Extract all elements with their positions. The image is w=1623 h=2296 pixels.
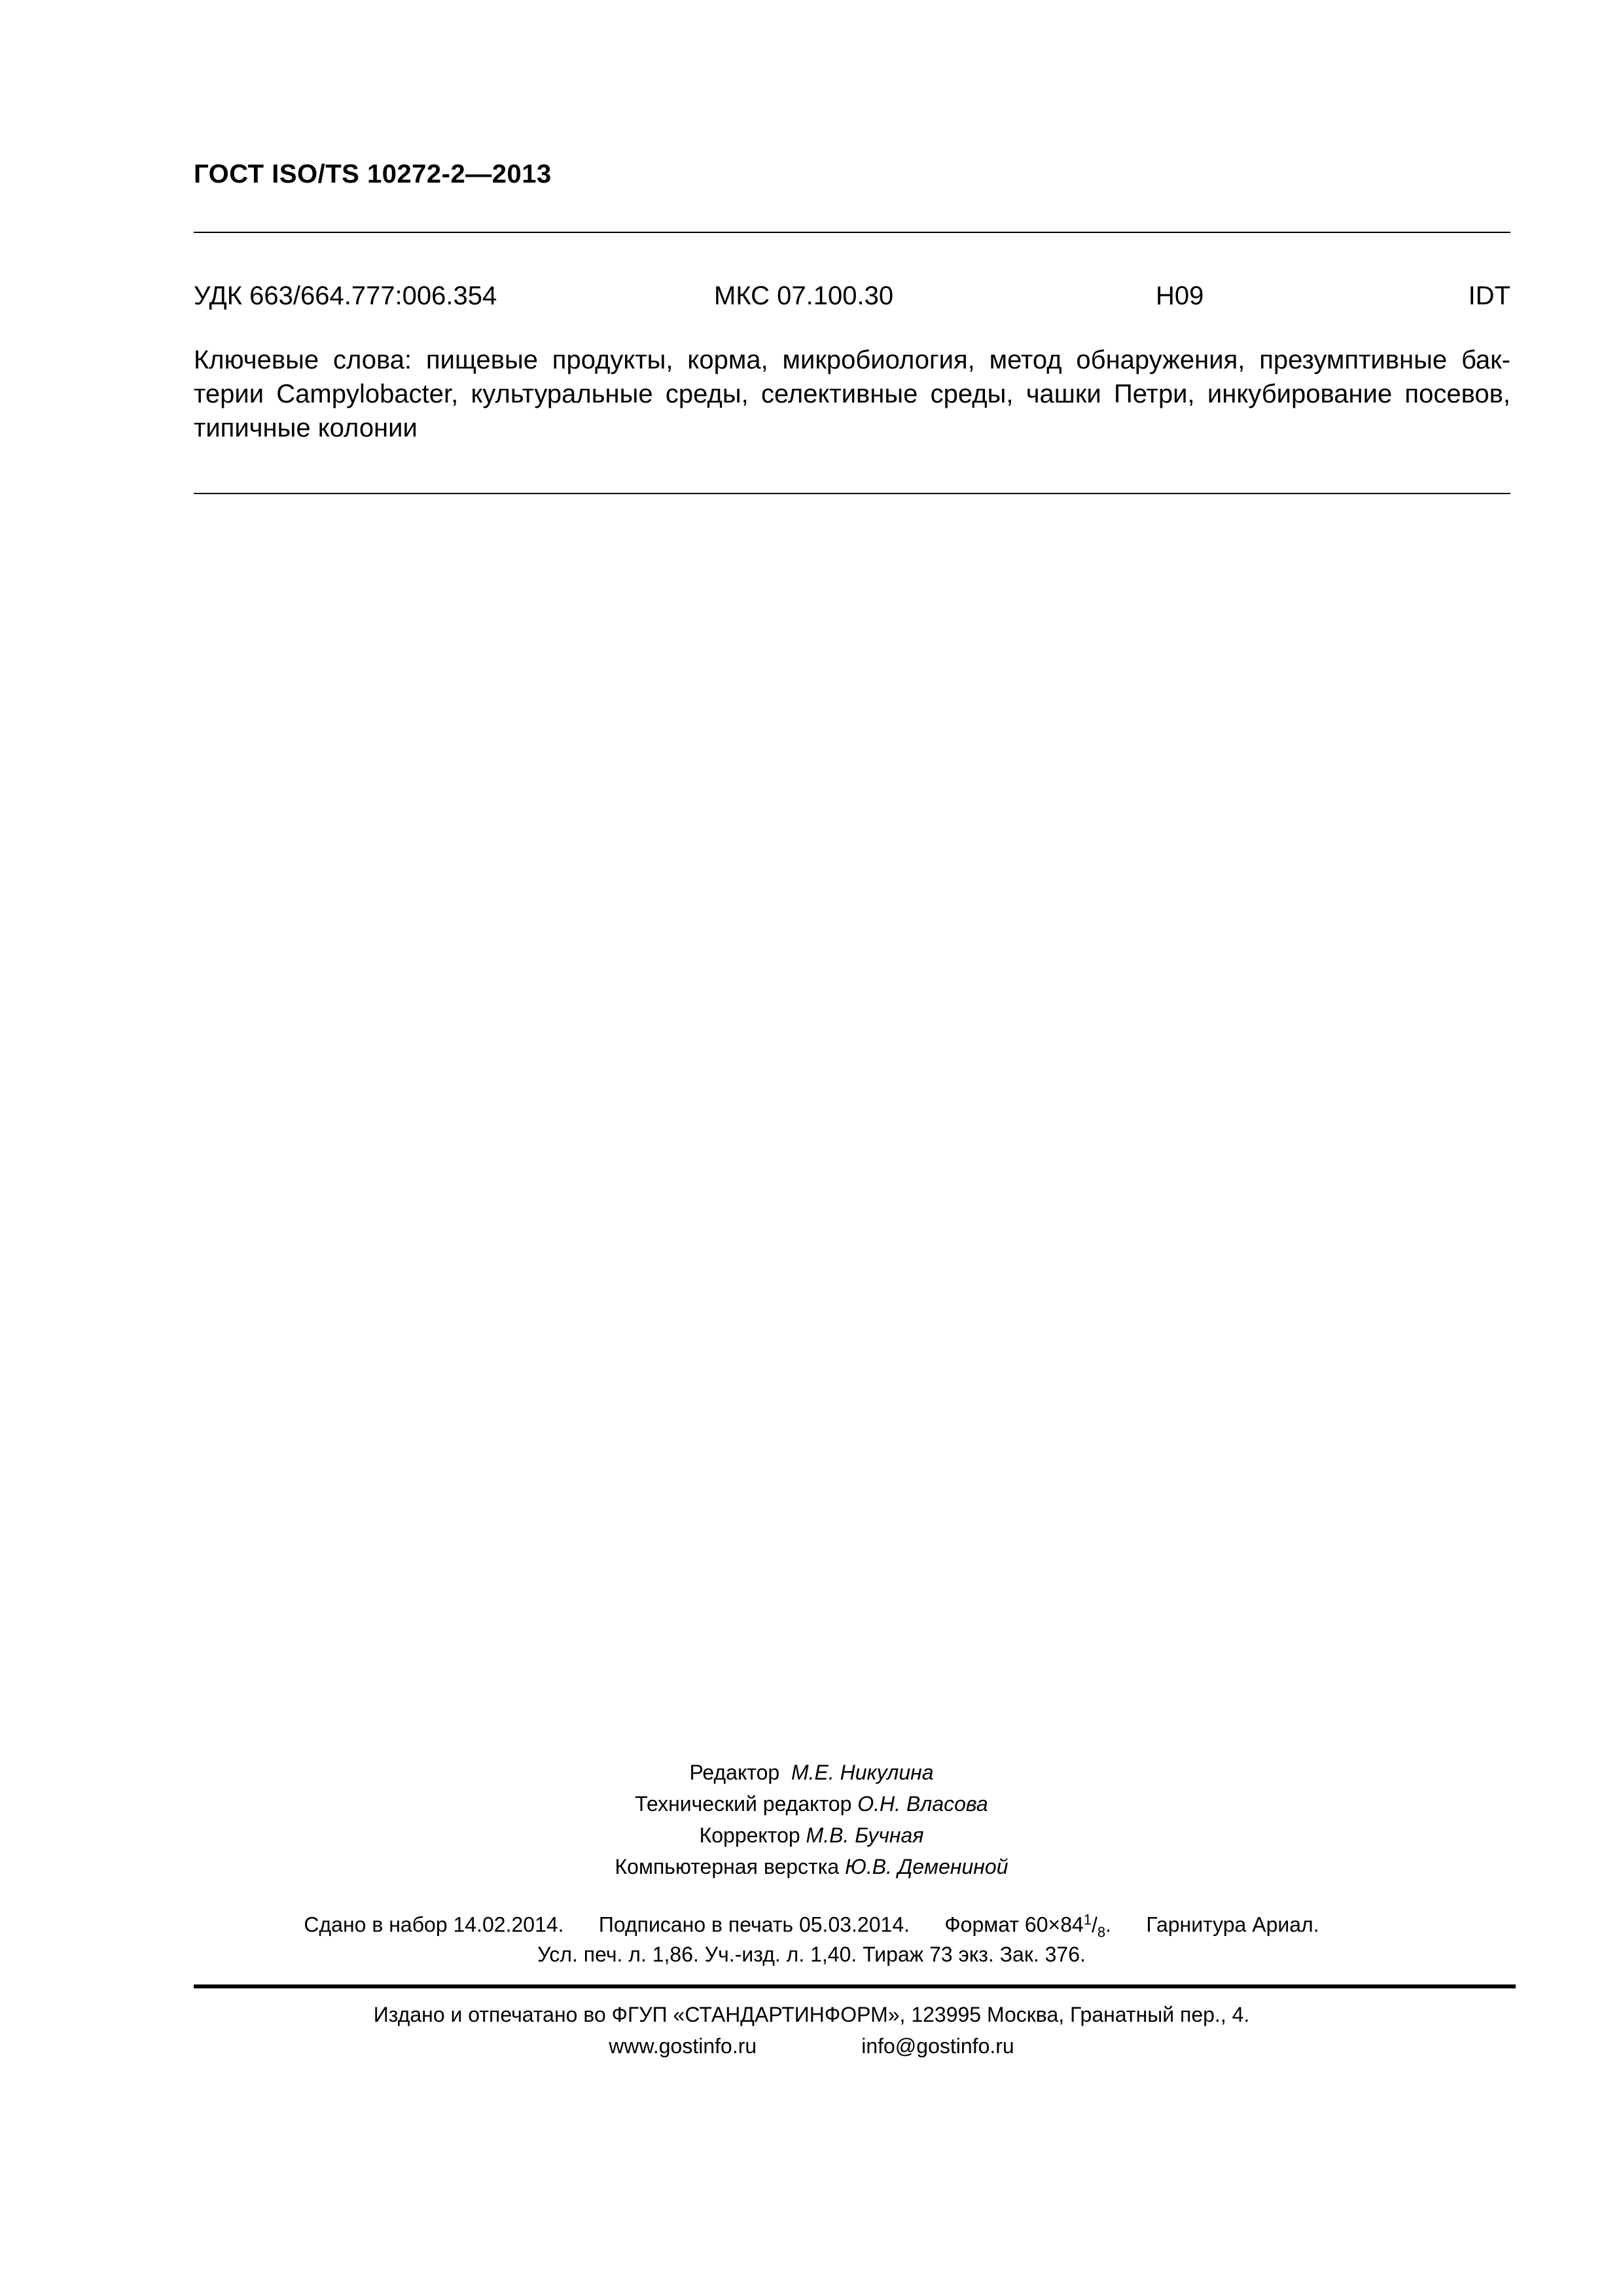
print-info-line-2: Усл. печ. л. 1,86. Уч.-изд. л. 1,40. Тираж 73 экз. Зак. 376. (537, 1943, 1086, 1966)
typeface-info: Гарнитура Ариал. (1146, 1912, 1319, 1937)
tech-editor-line (0, 1792, 1623, 1816)
contacts-line (0, 2034, 1623, 2058)
keywords-line-3: типичные колонии (194, 414, 418, 442)
top-divider (194, 232, 1510, 233)
tech-editor-name: О.Н. Власова (857, 1792, 988, 1816)
format-info: Формат $60\times 84^1/_8$. (944, 1911, 1112, 1941)
editor-label: Редактор (689, 1761, 780, 1784)
layout-label: Компьютерная верстка (615, 1855, 840, 1878)
signed-date: Подписано в печать 05.03.2014. (598, 1912, 910, 1937)
print-info-line-1 (0, 1911, 1623, 1941)
publisher-divider (194, 1984, 1516, 1988)
typeset-date: Сдано в набор 14.02.2014. (304, 1912, 564, 1937)
website-link[interactable]: www.gostinfo.ru (609, 2034, 757, 2058)
publisher-line: Издано и отпечатано во ФГУП «СТАНДАРТИНФОРМ», 123995 Москва, Гранатный пер., 4. (373, 2003, 1250, 2026)
udk-code: УДК 663/664.777:006.354 (194, 281, 497, 310)
document-title: ГОСТ ISO/TS 10272-2—2013 (194, 160, 552, 188)
corrector-label: Корректор (699, 1823, 800, 1847)
corrector-line (0, 1823, 1623, 1848)
layout-name: Ю.В. Дeмениной (845, 1855, 1008, 1878)
tech-editor-label: Технический редактор (635, 1792, 852, 1816)
mks-code: МКС 07.100.30 (714, 281, 894, 310)
keywords-block (194, 343, 1510, 445)
editor-name: М.Е. Никулина (791, 1761, 934, 1784)
category-code: Н09 (1156, 281, 1204, 310)
keywords-divider (194, 493, 1510, 494)
format-fraction: $^1/_8$ (1083, 1911, 1106, 1941)
keywords-line-1: Ключевые слова: пищевые продукты, корма, микробиология, метод обнаружения, презумптивные бак- (194, 346, 1510, 374)
corrector-name: М.В. Бучная (806, 1823, 924, 1847)
keywords-line-2: терии Campylobacter, культуральные среды, селективные среды, чашки Петри, инкубирование посевов, (194, 380, 1510, 408)
layout-line (0, 1855, 1623, 1879)
email-link[interactable]: info@gostinfo.ru (861, 2034, 1014, 2058)
editor-line (0, 1761, 1623, 1785)
classification-row (194, 281, 1510, 315)
degree-of-correspondence: IDT (1468, 281, 1510, 310)
